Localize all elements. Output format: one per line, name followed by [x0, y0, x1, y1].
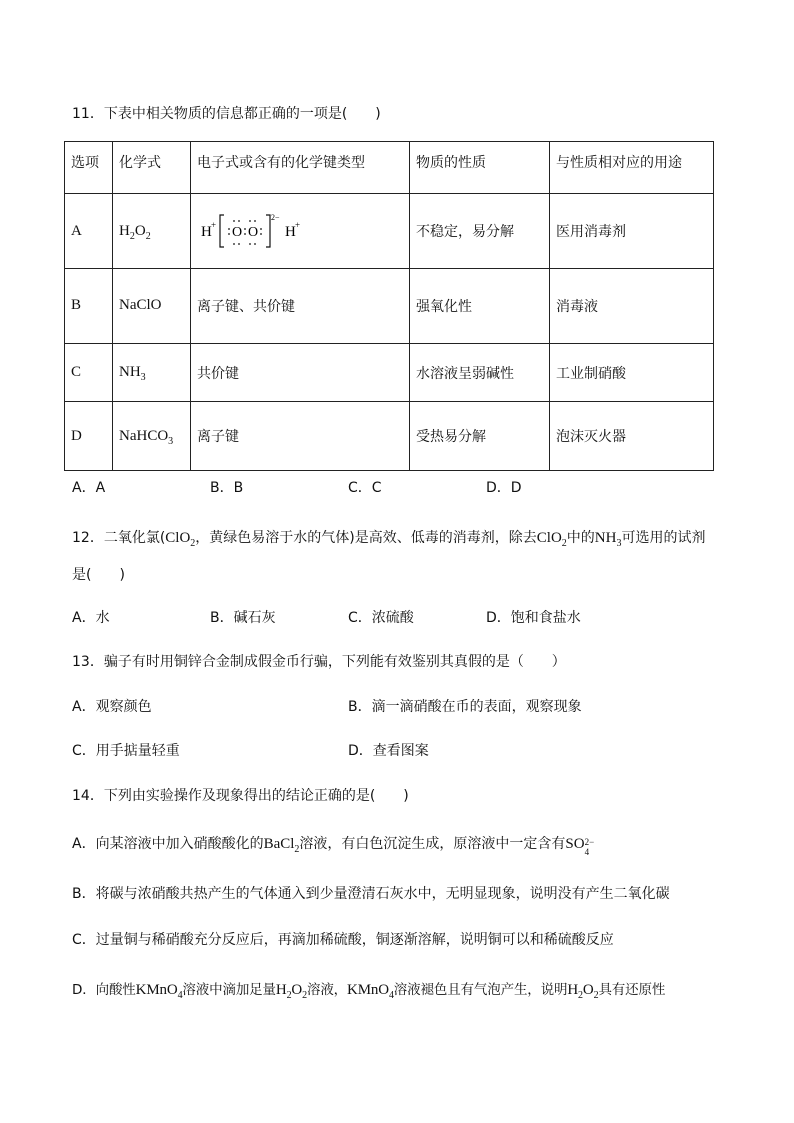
- table-row: [65, 269, 714, 344]
- use-cell: 工业制硝酸: [550, 343, 714, 401]
- formula-cell: NaHCO$_3$: [113, 402, 191, 471]
- svg-text:O: O: [248, 225, 259, 241]
- peroxide-lewis-structure: [197, 209, 317, 253]
- use-cell: 泡沫灭火器: [550, 402, 714, 471]
- option-cell: B: [65, 269, 113, 344]
- option-cell: D: [65, 402, 113, 471]
- lewis-structure-cell: [191, 194, 410, 269]
- header-cell: 选项: [65, 142, 113, 194]
- q12-stem: 12．二氧化氯(ClO$_2$，黄绿色易溶于水的气体)是高效、低毒的消毒剂，除去ClO$_2$中的$NH_3$可选用的试剂: [72, 530, 706, 549]
- header-cell: 化学式: [113, 142, 191, 194]
- q14-option-b[interactable]: B．将碳与浓硝酸共热产生的气体通入到少量澄清石灰水中，无明显现象，说明没有产生二氧化碳: [72, 886, 670, 902]
- table-row: [65, 194, 714, 269]
- q11-option-c[interactable]: C．C: [348, 480, 382, 496]
- property-cell: 水溶液呈弱碱性: [410, 343, 550, 401]
- q14-option-d[interactable]: D．向酸性KMnO$_4$溶液中滴加足量$H_2O_2$溶液，KMnO$_4$溶液褪色且有气泡产生，说明$H_2O_2$具有还原性: [72, 982, 666, 1001]
- table-header-row: [65, 142, 714, 194]
- q11-option-a[interactable]: A．A: [72, 480, 106, 496]
- property-cell: 不稳定，易分解: [410, 194, 550, 269]
- bond-cell: 离子键、共价键: [191, 269, 410, 344]
- option-cell: C: [65, 343, 113, 401]
- formula-cell: $H_2O_2$: [113, 194, 191, 269]
- use-cell: 消毒液: [550, 269, 714, 344]
- header-cell: 电子式或含有的化学键类型: [191, 142, 410, 194]
- property-cell: 受热易分解: [410, 402, 550, 471]
- svg-text:2−: 2−: [271, 213, 280, 223]
- option-cell: A: [65, 194, 113, 269]
- q12-option-c[interactable]: C．浓硫酸: [348, 610, 414, 626]
- header-cell: 物质的性质: [410, 142, 550, 194]
- lewis-h-right: H: [285, 224, 296, 241]
- q13-option-a[interactable]: A．观察颜色: [72, 699, 152, 715]
- q12-option-b[interactable]: B．碱石灰: [210, 610, 276, 626]
- formula-cell: $NH_3$: [113, 343, 191, 401]
- q11-option-b[interactable]: B．B: [210, 480, 244, 496]
- q12-stem-line2: 是( ): [72, 567, 125, 583]
- q13-option-c[interactable]: C．用手掂量轻重: [72, 743, 180, 759]
- q11-option-d[interactable]: D．D: [486, 480, 522, 496]
- q11-stem: 11．下表中相关物质的信息都正确的一项是( ): [72, 106, 381, 122]
- q13-option-d[interactable]: D．查看图案: [348, 743, 429, 759]
- q14-option-a[interactable]: A．向某溶液中加入硝酸酸化的BaCl$_2$溶液，有白色沉淀生成，原溶液中一定含有SO 2− 4: [72, 836, 595, 857]
- property-cell: 强氧化性: [410, 269, 550, 344]
- q12-option-d[interactable]: D．饱和食盐水: [486, 610, 581, 626]
- formula-cell: NaClO: [113, 269, 191, 344]
- table-row: [65, 402, 714, 471]
- bond-cell: 共价键: [191, 343, 410, 401]
- bond-cell: 离子键: [191, 402, 410, 471]
- lewis-h-left: H: [201, 224, 212, 241]
- use-cell: 医用消毒剂: [550, 194, 714, 269]
- svg-text:O: O: [232, 225, 243, 241]
- q12-option-a[interactable]: A．水: [72, 610, 110, 626]
- q13-option-b[interactable]: B．滴一滴硝酸在币的表面，观察现象: [348, 699, 582, 715]
- q14-option-c[interactable]: C．过量铜与稀硝酸充分反应后，再滴加稀硫酸，铜逐渐溶解，说明铜可以和稀硫酸反应: [72, 932, 614, 948]
- table-row: [65, 343, 714, 401]
- svg-text:+: +: [211, 220, 217, 231]
- svg-text:+: +: [295, 220, 301, 231]
- header-cell: 与性质相对应的用途: [550, 142, 714, 194]
- q14-stem: 14．下列由实验操作及现象得出的结论正确的是( ): [72, 788, 409, 804]
- q13-stem: 13．骗子有时用铜锌合金制成假金币行骗，下列能有效鉴别其真假的是（ ）: [72, 654, 566, 670]
- q11-table: [64, 141, 714, 471]
